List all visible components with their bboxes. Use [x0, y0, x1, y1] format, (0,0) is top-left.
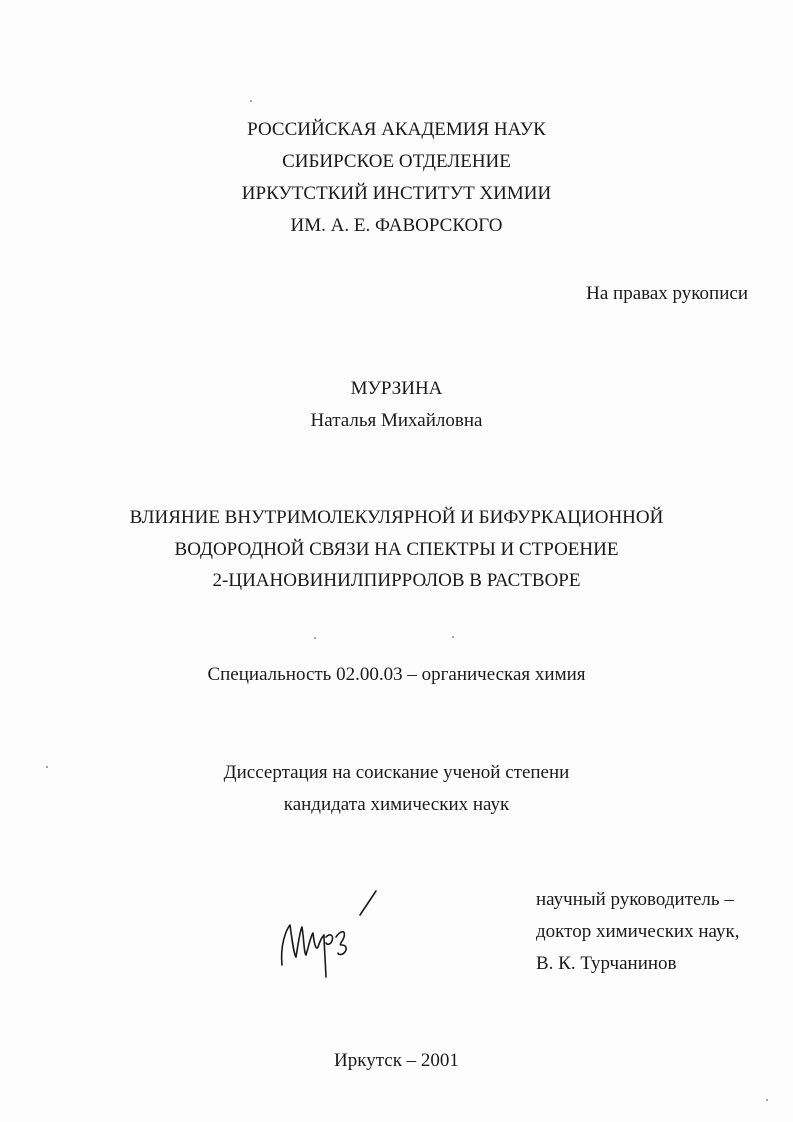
header-institute-name: ИМ. А. Е. ФАВОРСКОГО: [290, 215, 503, 236]
rights-note: На правах рукописи: [586, 283, 748, 304]
author-surname: МУРЗИНА: [350, 378, 443, 399]
author-name: Наталья Михайловна: [310, 410, 483, 431]
title-line-2: ВОДОРОДНОЙ СВЯЗИ НА СПЕКТРЫ И СТРОЕНИЕ: [174, 539, 619, 560]
supervisor-degree: доктор химических наук,: [536, 921, 740, 942]
scan-speck: [766, 1099, 768, 1101]
handwritten-signature: [272, 885, 392, 985]
supervisor-role: научный руководитель –: [536, 889, 734, 910]
scan-speck: [314, 637, 316, 639]
title-line-1: ВЛИЯНИЕ ВНУТРИМОЛЕКУЛЯРНОЙ И БИФУРКАЦИОННОЙ: [129, 507, 664, 528]
scan-speck: [452, 636, 454, 638]
specialty: Специальность 02.00.03 – органическая химия: [207, 664, 586, 685]
degree-line-1: Диссертация на соискание ученой степени: [223, 762, 570, 783]
header-academy: РОССИЙСКАЯ АКАДЕМИЯ НАУК: [247, 119, 546, 140]
scan-speck: [250, 100, 252, 102]
footer-city-year: Иркутск – 2001: [334, 1050, 459, 1071]
scan-speck: [46, 766, 48, 768]
header-institute: ИРКУТСТКИЙ ИНСТИТУТ ХИМИИ: [241, 183, 552, 204]
degree-line-2: кандидата химических наук: [283, 794, 510, 815]
title-line-3: 2-ЦИАНОВИНИЛПИРРОЛОВ В РАСТВОРЕ: [212, 570, 581, 591]
header-branch: СИБИРСКОЕ ОТДЕЛЕНИЕ: [282, 151, 511, 172]
supervisor-name: В. К. Турчанинов: [536, 953, 677, 974]
